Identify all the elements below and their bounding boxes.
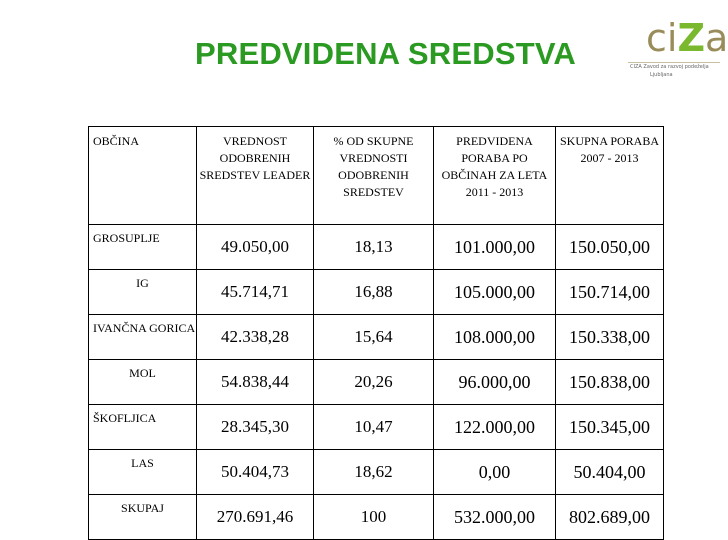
- cell-predvidena: 96.000,00: [434, 360, 556, 405]
- cell-vrednost: 270.691,46: [197, 495, 314, 540]
- cell-obcina: IVANČNA GORICA: [89, 315, 197, 360]
- cell-obcina: ŠKOFLJICA: [89, 405, 197, 450]
- table-row: [89, 405, 664, 450]
- header-odstotek: % OD SKUPNE VREDNOSTI ODOBRENIH SREDSTEV: [314, 127, 434, 225]
- funds-table: [88, 126, 664, 540]
- cell-odstotek: 10,47: [314, 405, 434, 450]
- cell-vrednost: 45.714,71: [197, 270, 314, 315]
- cell-odstotek: 16,88: [314, 270, 434, 315]
- logo-mark-z: Z: [677, 16, 706, 60]
- cell-obcina: GROSUPLJE: [89, 225, 197, 270]
- cell-vrednost: 42.338,28: [197, 315, 314, 360]
- logo-subtitle-city: Ljubljana: [650, 72, 673, 78]
- cell-odstotek: 20,26: [314, 360, 434, 405]
- cell-vrednost: 54.838,44: [197, 360, 314, 405]
- cell-skupna: 802.689,00: [556, 495, 664, 540]
- table-header-row: [89, 127, 664, 225]
- cell-predvidena: 532.000,00: [434, 495, 556, 540]
- table-row: [89, 270, 664, 315]
- cell-skupna: 150.345,00: [556, 405, 664, 450]
- logo-mark-left: ci: [646, 16, 678, 60]
- cell-odstotek: 15,64: [314, 315, 434, 360]
- header-predvidena: PREDVIDENA PORABA PO OBČINAH ZA LETA 2011 - 2013: [434, 127, 556, 225]
- logo-mark-right: a: [705, 16, 728, 60]
- cell-predvidena: 0,00: [434, 450, 556, 495]
- logo-subtitle: CIZA Zavod za razvoj podeželja: [630, 64, 709, 70]
- cell-predvidena: 105.000,00: [434, 270, 556, 315]
- header-vrednost: VREDNOST ODOBRENIH SREDSTEV LEADER: [197, 127, 314, 225]
- cell-skupna: 150.338,00: [556, 315, 664, 360]
- cell-obcina: IG: [89, 270, 197, 315]
- cell-obcina: LAS: [89, 450, 197, 495]
- cell-obcina: SKUPAJ: [89, 495, 197, 540]
- table-row-total: [89, 495, 664, 540]
- table-row: [89, 360, 664, 405]
- cell-odstotek: 18,13: [314, 225, 434, 270]
- table-row: [89, 315, 664, 360]
- table-row: [89, 450, 664, 495]
- cell-odstotek: 18,62: [314, 450, 434, 495]
- cell-skupna: 150.838,00: [556, 360, 664, 405]
- cell-predvidena: 122.000,00: [434, 405, 556, 450]
- cell-skupna: 150.714,00: [556, 270, 664, 315]
- logo-divider: [628, 62, 720, 63]
- cell-skupna: 50.404,00: [556, 450, 664, 495]
- table-row: [89, 225, 664, 270]
- header-obcina: OBČINA: [89, 127, 197, 225]
- cell-vrednost: 49.050,00: [197, 225, 314, 270]
- header-skupna: SKUPNA PORABA 2007 - 2013: [556, 127, 664, 225]
- cell-vrednost: 50.404,73: [197, 450, 314, 495]
- cell-vrednost: 28.345,30: [197, 405, 314, 450]
- cell-predvidena: 108.000,00: [434, 315, 556, 360]
- logo-mark: [646, 14, 728, 62]
- ciza-logo: [628, 4, 728, 86]
- cell-skupna: 150.050,00: [556, 225, 664, 270]
- cell-predvidena: 101.000,00: [434, 225, 556, 270]
- cell-odstotek: 100: [314, 495, 434, 540]
- cell-obcina: MOL: [89, 360, 197, 405]
- slide-title: PREDVIDENA SREDSTVA: [195, 36, 577, 71]
